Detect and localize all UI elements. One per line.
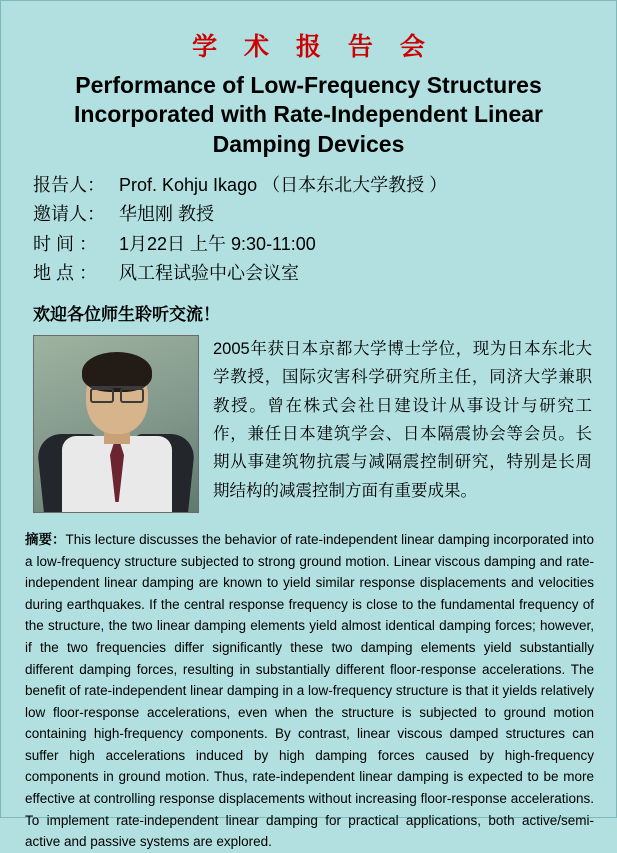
detail-label-location: 地 点 ： [33,262,98,283]
detail-label-host: 邀请人： [33,204,105,225]
detail-value-location: 风工程试验中心会议室 [119,262,299,283]
page-title: Performance of Low-Frequency Structures Incorporated with Rate-Independent Linear Damping Devices [74,72,543,157]
abstract-paragraph [17,529,600,853]
detail-row-time [33,230,600,259]
detail-value-time: 1月22日 上午 9:30-11:00 [119,233,316,254]
detail-row-host [33,200,600,229]
abstract-label: 摘要： [25,531,66,547]
detail-row-location [33,259,600,288]
speaker-photo [33,335,199,513]
detail-label-time: 时 间 ： [33,233,98,254]
glasses-icon [90,386,144,400]
details-list [17,171,600,288]
detail-value-host: 华旭刚 教授 [119,204,215,225]
detail-value-speaker: Prof. Kohju Ikago （日本东北大学教授 ） [119,175,448,196]
welcome-note: 欢迎各位师生聆听交流！ [33,304,220,324]
speaker-bio-block [17,335,600,513]
detail-row-speaker [33,171,600,200]
speaker-bio-text: 2005年获日本京都大学博士学位，现为日本东北大学教授，国际灾害科学研究所主任，同济大学兼职教授。曾在株式会社日建设计从事设计与研究工作，兼任日本建筑学会、日本隔震协会等会员。长期从事建筑物抗震与减隔震控制研究，特别是长周期结构的减震控制方面有重要成果。 [213,339,592,500]
detail-label-speaker: 报告人： [33,175,105,196]
poster-banner: 学 术 报 告 会 [192,33,435,61]
abstract-text: This lecture discusses the behavior of rate-independent linear damping incorporated into a low-frequency structure subjected to strong ground motion. Linear viscous damping and rate-independent linear damping are known to yield similar response displacements and velocities during earthquakes. If the central response frequency is close to the fundamental frequency of the structure, the two linear damping elements yield almost identical damping forces; however, if the two frequencies differ significantly these two damping elements yield substantially different damping forces, resulting in substantially different floor-response accelerations. The benefit of rate-independent linear damping in a low-frequency structure is that it yields relatively low floor-response accelerations, even when the structure is subjected to ground motion containing high-frequency components. By contrast, linear viscous damped structures can suffer high accelerations induced by high damping forces caused by high-frequency components in ground motion. Thus, rate-independent linear damping is expected to be more effective at controlling response displacements without increasing floor-response accelerations. To implement rate-independent linear damping for practical applications, both active/semi-active and passive systems are explored. [25,531,594,850]
